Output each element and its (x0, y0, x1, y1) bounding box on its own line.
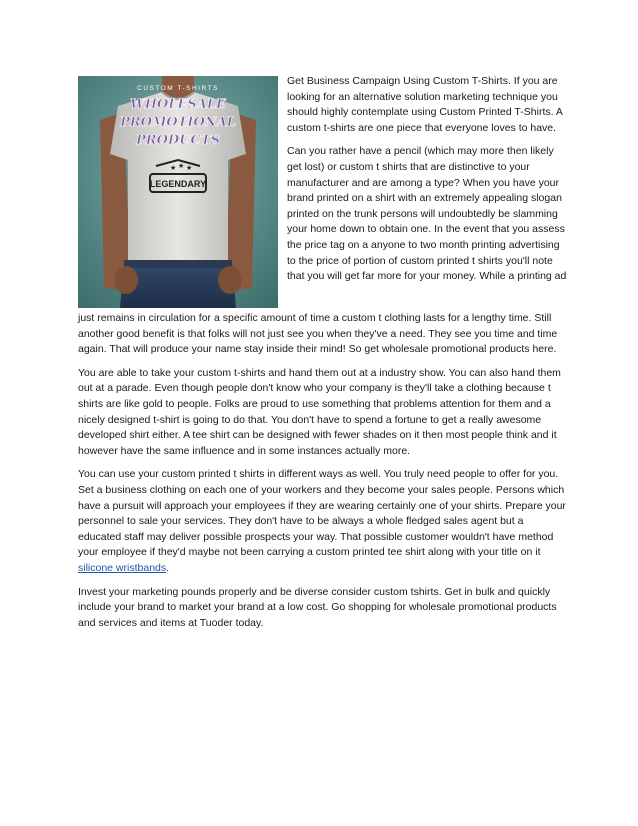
paragraph-2-continued: just remains in circulation for a specific amount of time a custom t clothing lasts for a lengthy time. Still another good benefit is that folks will not just see you when they've a need. They see you time and time again. That will produce your name stay inside their mind! So get wholesale promotional products here. (78, 312, 558, 356)
hero-title-line-1: WHOLESALE (130, 97, 226, 112)
paragraph-1: Get Business Campaign Using Custom T-Shirts. If you are looking for an alternative solution marketing technique you should highly contemplate using Custom Printed T-Shirts. A custom t-shirts are one piece that everyone loves to have. (287, 75, 563, 134)
jeans (120, 262, 236, 308)
svg-text:LEGENDARY: LEGENDARY (149, 179, 207, 189)
svg-text:★: ★ (186, 164, 193, 172)
paragraph-4 (78, 467, 566, 576)
paragraph-3: You are able to take your custom t-shirts and hand them out at a industry show. You can also hand them out at a parade. Even though people don't know who your company is they'll take a clothing because t shirts are like gold to people. Folks are proud to use something that problems attention for them and a nicely designed t-shirt is going to do that. You don't have to spend a fortune to get a really awesome developed shirt either. A tee shirt can be designed with fewer shades on it then most people think and it however have the same influence and in some instances actually more. (78, 366, 561, 457)
svg-text:★: ★ (170, 164, 177, 172)
tshirt-photo (78, 76, 278, 308)
paragraph-5: Invest your marketing pounds properly and be diverse consider custom tshirts. Get in bulk and quickly include your brand to market your brand at a low cost. Go shopping for wholesale promotional products and services and items at Tuoder today. (78, 585, 557, 629)
svg-text:★: ★ (178, 162, 185, 170)
silicone-wristbands-link[interactable]: silicone wristbands (78, 561, 167, 574)
paragraph-4-end: . (166, 561, 170, 574)
main-text-column (78, 311, 566, 639)
side-text-column (287, 74, 567, 293)
hero-title-line-3: PRODUCTS (136, 133, 220, 148)
paragraph-2-wrapped: Can you rather have a pencil (which may more then likely get lost) or custom t shirts that are distinctive to your manufacturer and are among a type? When you have your brand printed on a shirt with an extremely appealing slogan printed on the trunk persons will undoubtedly be slamming your home down to obtain one. In the event that you assess the price tag on a anyone to two month printing advertising to the price of portion of custom printed t shirts you'll note that you will get far more for your money. While a printing ad (287, 145, 567, 283)
paragraph-4-text: You can use your custom printed t shirts in different ways as well. You truly need people to offer for you. Set a business clothing on each one of your workers and they become your sales people. Persons which have a pursuit will approach your employees if they are wearing certainly one of your shirts. Prepare your personnel to sale your services. They don't have to be always a whole fledged sales agent but a educated staff may deliver possible prospects your way. That possible customer wouldn't have method your employee if they'd maybe not been carrying a custom printed tee shirt along with your title on it (78, 468, 566, 559)
hero-image (78, 76, 278, 308)
hero-header-text: CUSTOM T-SHIRTS (137, 85, 219, 92)
hero-title-line-2: PROMOTIONAL (120, 115, 236, 130)
